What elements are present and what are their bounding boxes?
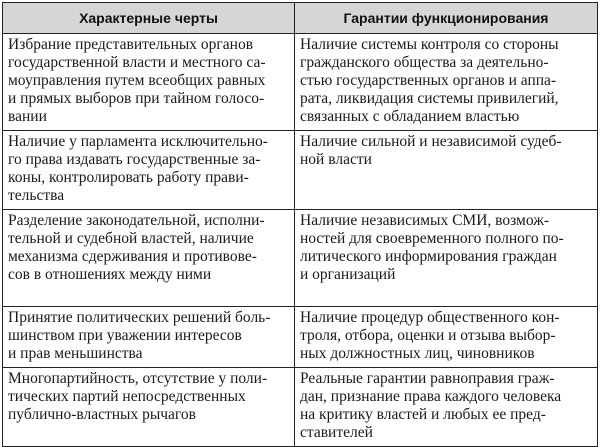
cell-guarantee: Наличие сильной и независимой судеб- ной власти [295,131,598,210]
cell-guarantee: Наличие системы контроля со стороны гражданского общества за деятельно- стью государственных органов и аппа- рата, ликвидация системы привилегий, связанных с обладанием властью [295,34,598,131]
cell-characteristic: Принятие политических решений боль- шинством при уважении интересов и прав меньшинства [3,307,295,368]
header-guarantees: Гарантии функционирования [295,3,598,34]
cell-characteristic: Наличие у парламента исключительно- го права издавать государственные за- коны, контролировать работу прави- тельства [3,131,295,210]
democracy-table [2,2,598,447]
cell-guarantee: Реальные гарантии равноправия граж- дан, признание права каждого человека на критику властей и любых ее пред- ставителей [295,368,598,447]
table-row [3,307,598,368]
table-row [3,368,598,447]
header-characteristics: Характерные черты [3,3,295,34]
cell-guarantee: Наличие процедур общественного кон- троля, отбора, оценки и отзыва выбор- ных должностных лиц, чиновников [295,307,598,368]
table-row [3,131,598,210]
table-row [3,210,598,307]
cell-guarantee: Наличие независимых СМИ, возмож- ностей для своевременного полного по- литического информирования граждан и организаций [295,210,598,307]
cell-characteristic: Избрание представительных органов государственной власти и местного са- моуправления путем всеобщих равных и прямых выборов при тайном голосо- вании [3,34,295,131]
cell-characteristic: Разделение законодательной, исполни- тельной и судебной властей, наличие механизма сдерживания и противове- сов в отношениях между ними [3,210,295,307]
table-row [3,34,598,131]
cell-characteristic: Многопартийность, отсутствие у поли- тических партий непосредственных публично-властных рычагов [3,368,295,447]
header-row [3,3,598,34]
